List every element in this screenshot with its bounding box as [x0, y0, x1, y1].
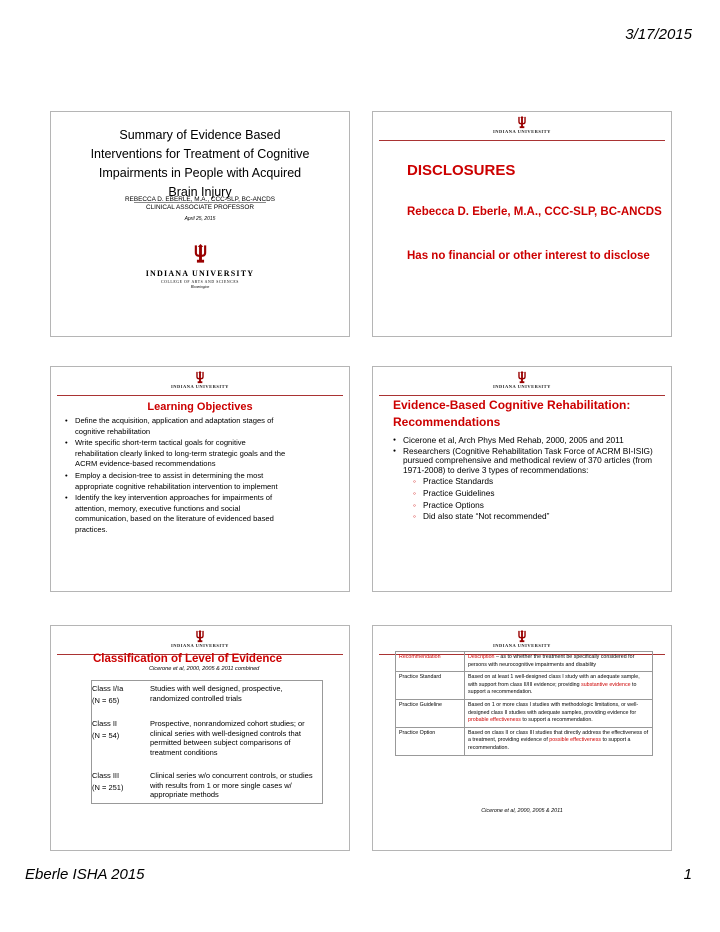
- title-line: Impairments in People with Acquired: [98, 166, 302, 180]
- class-cell: [92, 684, 150, 705]
- slide-evidence-classification: [50, 625, 350, 851]
- class-label: Class I/Ia: [92, 684, 124, 693]
- header-recommendation: Recommendation: [396, 652, 465, 671]
- list-item: [393, 447, 655, 522]
- header-description-rest: – as to whether the treatment be specifically considered for persons with neurocognitive impairments and disability: [468, 654, 635, 668]
- title-line: Summary of Evidence Based: [119, 128, 281, 142]
- list-item: ● Cicerone et al, Arch Phys Med Rehab, 2000, 2005 and 2011: [393, 436, 655, 446]
- recommendation-cell: Practice Option: [396, 728, 465, 755]
- recommendations-list: [393, 436, 655, 523]
- sub-item: ◦ Did also state “Not recommended”: [403, 512, 655, 522]
- iu-wordmark: INDIANA UNIVERSITY: [493, 384, 551, 389]
- slide2-title: DISCLOSURES: [407, 162, 516, 179]
- recommendation-cell: Practice Guideline: [396, 700, 465, 727]
- evidence-table: [91, 680, 323, 804]
- header-divider: [379, 395, 665, 396]
- slide-recommendations: [372, 366, 672, 592]
- iu-wordmark: INDIANA UNIVERSITY: [145, 269, 255, 278]
- disclosure-statement: Has no financial or other interest to disclose: [407, 250, 650, 262]
- slide-disclosures: [372, 111, 672, 337]
- sub-item: ◦ Practice Guidelines: [403, 489, 655, 499]
- description-cell: [465, 672, 652, 699]
- author-name: REBECCA D. EBERLE, M.A., CCC-SLP, BC-ANCDS: [124, 196, 276, 203]
- campus-name: Bloomington: [190, 285, 210, 289]
- list-item-text: Researchers (Cognitive Rehabilitation Task Force of ACRM BI-ISIG) pursued comprehensive and methodical review of 370 articles (from 1971-2008) to derive 3 types of recommendations:: [403, 445, 653, 475]
- list-item: • Define the acquisition, application and adaptation stages of cognitive rehabilitation: [63, 416, 289, 437]
- table-row: [396, 728, 652, 755]
- table-row: [92, 719, 322, 757]
- description-cell: [465, 728, 652, 755]
- header-divider: [57, 395, 343, 396]
- table-row: [396, 700, 652, 728]
- class-label: Class III: [92, 771, 120, 780]
- author-role: CLINICAL ASSOCIATE PROFESSOR: [146, 204, 254, 211]
- description-text: Based on 1 or more class I studies with methodologic limitations, or well-designed class II studies with adequate samples, providing evidence for: [468, 701, 639, 716]
- presenter-name: Rebecca D. Eberle, M.A., CCC-SLP, BC-ANCDS: [407, 206, 662, 218]
- title-line: Brain Injury: [134, 183, 265, 203]
- slide-recommendation-definitions: [372, 625, 672, 851]
- list-item: • Write specific short-term tactical goals for cognitive rehabilitation clearly linked to long-term strategic goals and the ACRM evidence-based recommendations: [63, 438, 289, 470]
- iu-trident-icon: [195, 371, 205, 384]
- description-text: Based on class II or class III studies that directly address the effectiveness of a treatment, providing evidence of: [468, 729, 649, 744]
- slide-learning-objectives: [50, 366, 350, 592]
- slide-header: [51, 626, 349, 656]
- iu-trident-icon: [517, 116, 527, 129]
- table-row: [92, 771, 322, 803]
- sub-item: ◦ Practice Standards: [403, 477, 655, 487]
- iu-wordmark: INDIANA UNIVERSITY: [171, 643, 229, 648]
- iu-trident-icon: [517, 630, 527, 643]
- handout-date: 3/17/2015: [625, 26, 692, 43]
- slide5-title: Classification of Level of Evidence: [93, 653, 283, 665]
- slide3-title: Learning Objectives: [147, 401, 253, 413]
- slide-header: [373, 367, 671, 397]
- title-line: Interventions for Treatment of Cognitive: [90, 147, 310, 161]
- header-description-label: Description: [468, 654, 495, 660]
- iu-trident-icon: [193, 244, 208, 264]
- sample-size: (N = 251): [92, 782, 124, 792]
- recommendation-cell: Practice Standard: [396, 672, 465, 699]
- recommendation-table: [395, 651, 653, 756]
- college-name: COLLEGE OF ARTS AND SCIENCES: [161, 280, 239, 284]
- description-cell: Studies with well designed, prospective, randomized controlled trials: [150, 684, 283, 703]
- list-item: • Employ a decision-tree to assist in determining the most appropriate cognitive rehabilitation intervention to implement: [63, 471, 289, 492]
- class-label: Class II: [92, 719, 118, 728]
- sample-size: (N = 54): [92, 730, 120, 740]
- page-number: 1: [683, 866, 692, 883]
- iu-trident-icon: [517, 371, 527, 384]
- iu-wordmark: INDIANA UNIVERSITY: [493, 643, 551, 648]
- presentation-date: April 25, 2015: [184, 216, 216, 222]
- slide1-title: [51, 126, 349, 203]
- table-row: [92, 681, 322, 705]
- description-cell: [465, 700, 652, 727]
- description-highlight: substantive evidence: [581, 681, 631, 688]
- iu-trident-icon: [195, 630, 205, 643]
- sub-item: ◦ Practice Options: [403, 501, 655, 511]
- slide6-citation: Cicerone et al, 2000, 2005 & 2011: [481, 808, 563, 814]
- objectives-list: [63, 416, 289, 537]
- footer-label: Eberle ISHA 2015: [25, 866, 145, 883]
- iu-logo: [51, 244, 349, 289]
- description-cell: Prospective, nonrandomized cohort studies; or clinical series with well-designed controls that permitted between subject comparisons of treatment conditions: [150, 719, 305, 757]
- slide-header: [51, 367, 349, 397]
- description-cell: Clinical series w/o concurrent controls, or studies with results from 1 or more single cases w/ appropriate methods: [150, 771, 313, 799]
- iu-wordmark: INDIANA UNIVERSITY: [171, 384, 229, 389]
- class-cell: [92, 771, 150, 800]
- header-divider: [379, 140, 665, 141]
- header-description: [465, 652, 652, 671]
- sample-size: (N = 65): [92, 695, 120, 705]
- description-text: to support a recommendation.: [520, 717, 593, 724]
- description-text: Based on at least 1 well-designed class I study with an adequate sample, with support from class II/III evidence; providing: [468, 674, 640, 688]
- iu-wordmark: INDIANA UNIVERSITY: [493, 129, 551, 134]
- slide-title: [50, 111, 350, 337]
- description-highlight: possible effectiveness: [549, 737, 602, 744]
- slide1-author-block: [51, 196, 349, 212]
- slide4-title: Evidence-Based Cognitive Rehabilitation: Recommendations: [393, 398, 631, 429]
- description-text: to support a recommendation.: [468, 737, 631, 751]
- table-row: [396, 672, 652, 700]
- class-cell: [92, 719, 150, 757]
- description-text: to support a recommendation.: [468, 681, 637, 696]
- description-highlight: probable effectiveness: [468, 717, 521, 724]
- slide5-citation: Cicerone et al, 2000, 2005 & 2011 combined: [149, 666, 260, 672]
- list-item: • Identify the key intervention approaches for impairments of attention, memory, executive functions and social communication, based on the literature of evidenced based practices.: [63, 493, 289, 535]
- slide-header: [373, 112, 671, 142]
- table-header-row: [396, 652, 652, 672]
